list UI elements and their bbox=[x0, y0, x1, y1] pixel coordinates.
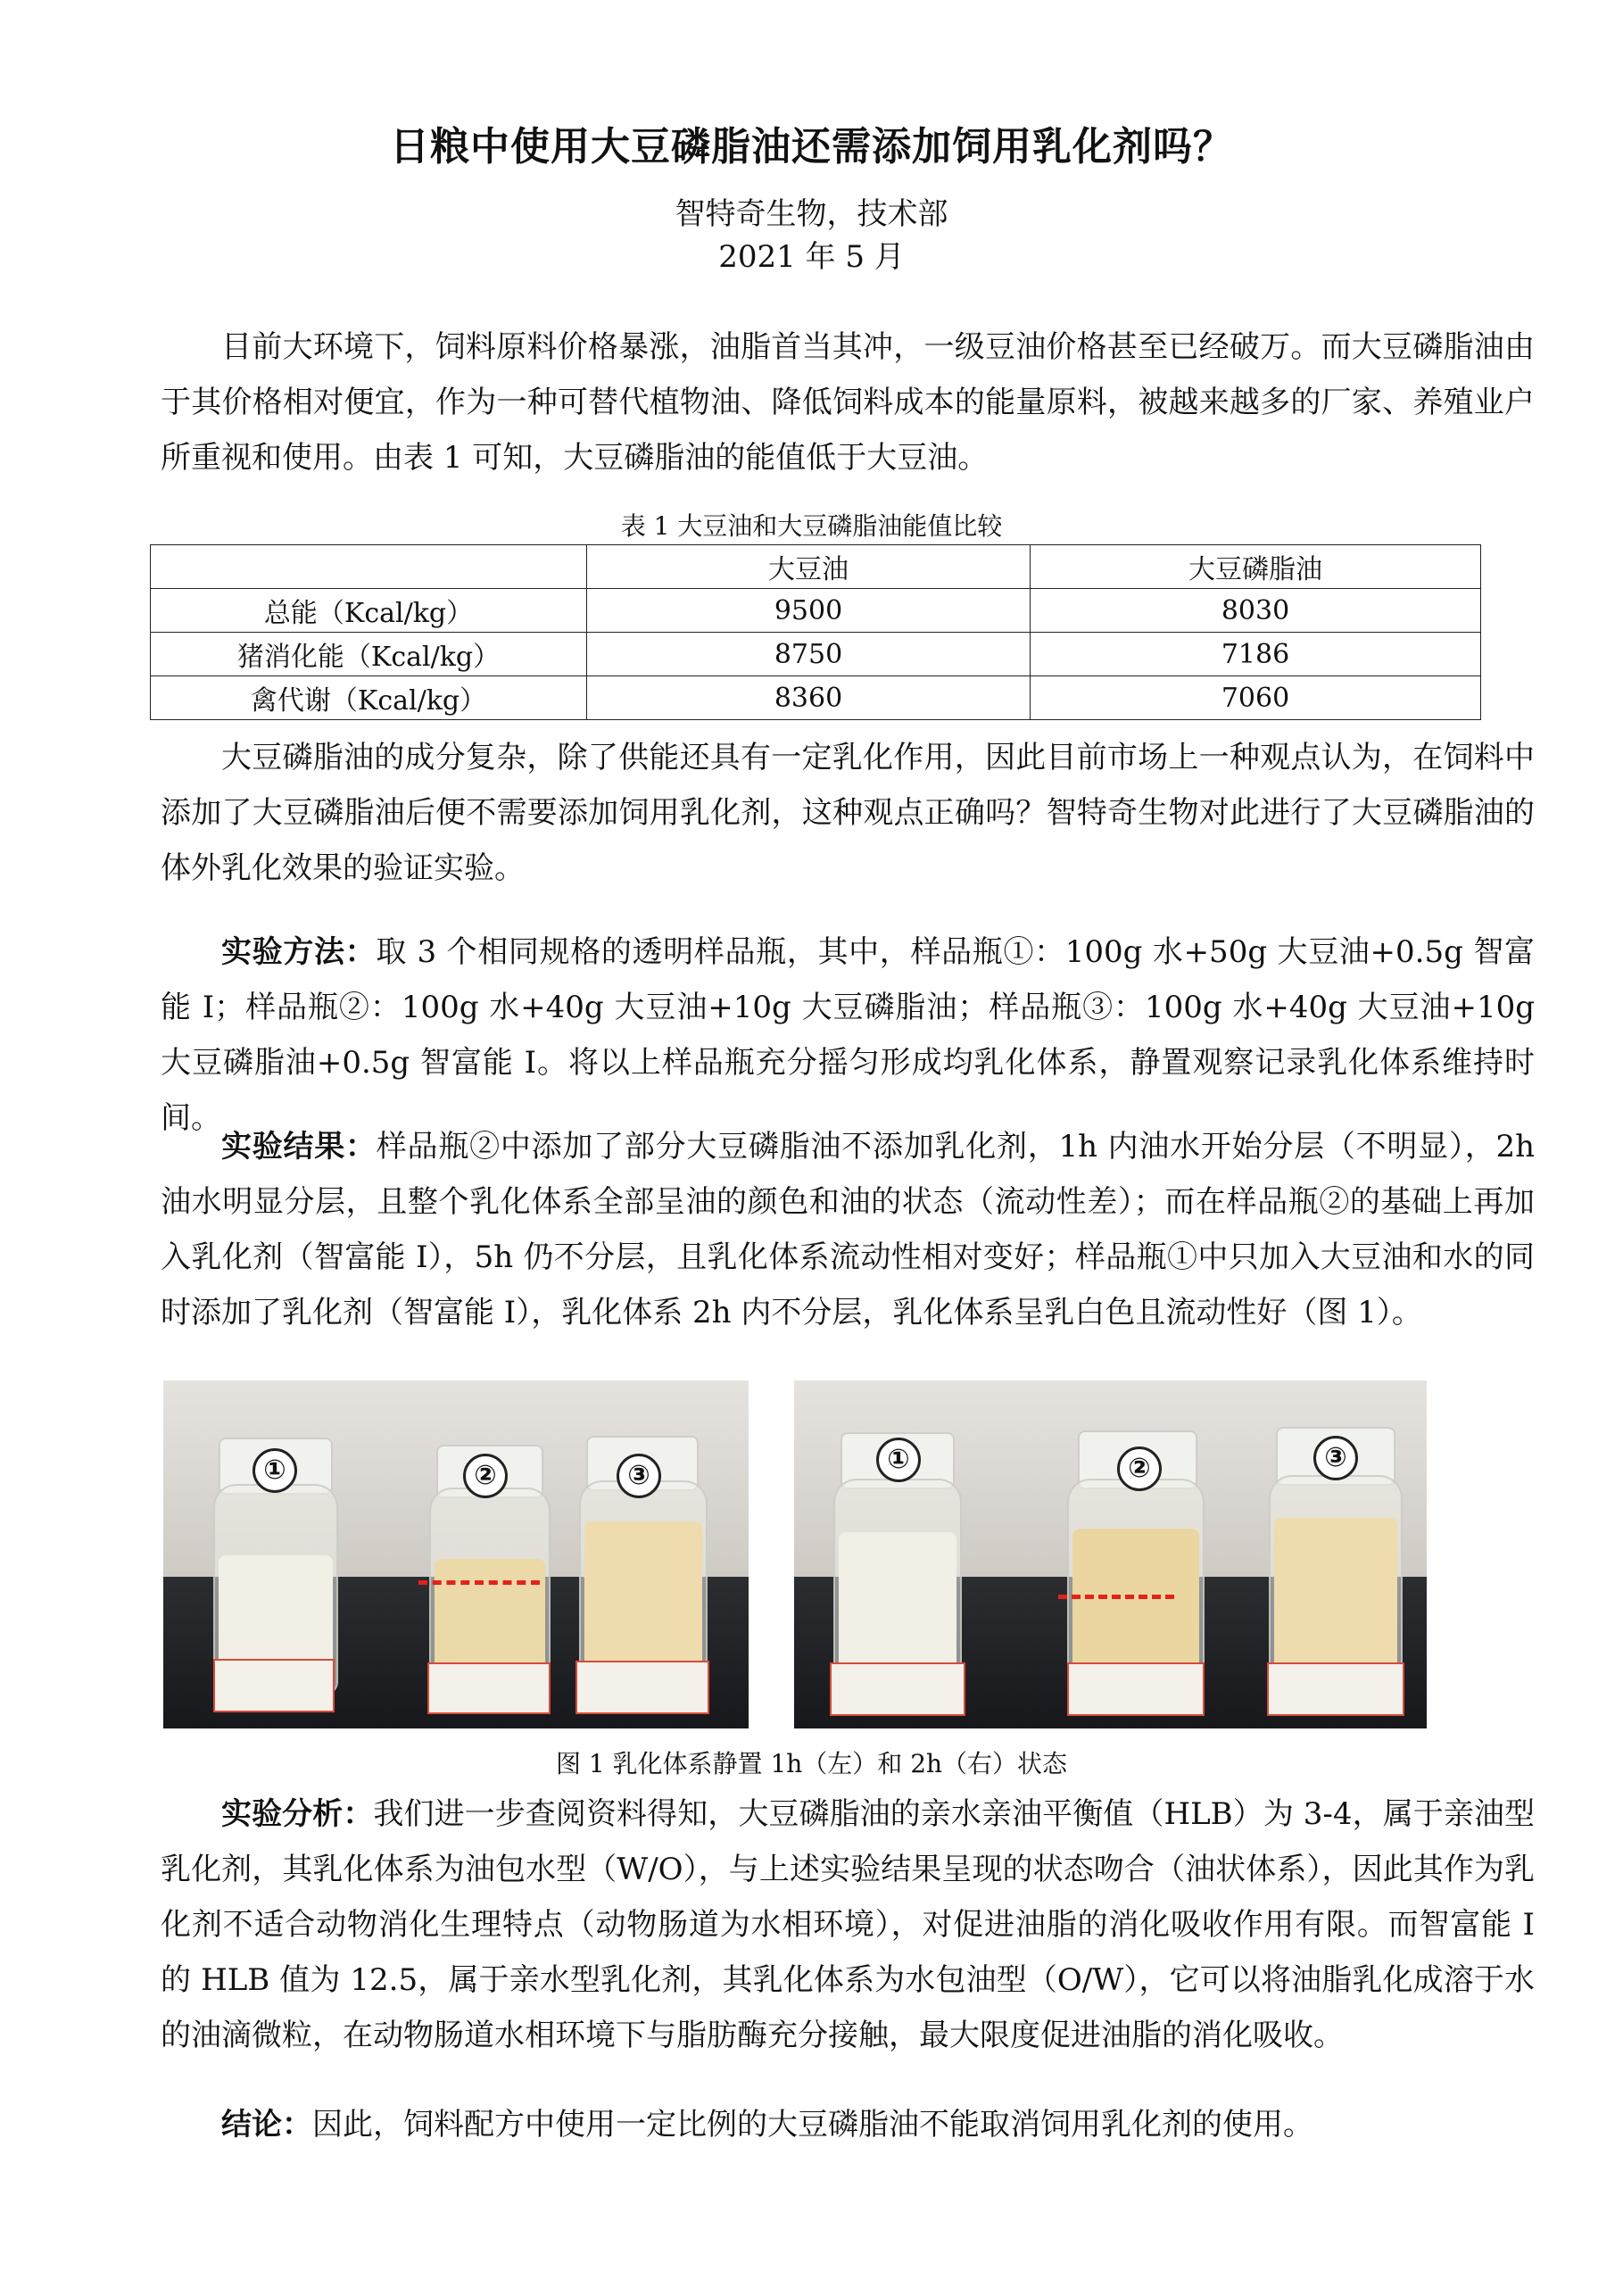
conclusion-label: 结论： bbox=[221, 2107, 312, 2143]
result-paragraph bbox=[161, 1119, 1535, 1340]
marker-2: ② bbox=[1117, 1446, 1162, 1491]
analysis-label: 实验分析： bbox=[221, 1796, 374, 1832]
photo-2h bbox=[794, 1380, 1427, 1728]
photo-1h bbox=[163, 1380, 749, 1728]
table-cell: 7186 bbox=[1031, 633, 1481, 676]
marker-3: ③ bbox=[617, 1454, 661, 1498]
table-cell: 总能（Kcal/kg） bbox=[151, 589, 587, 633]
marker-1: ① bbox=[876, 1438, 921, 1482]
marker-3: ③ bbox=[1313, 1436, 1358, 1480]
bottle-label-card bbox=[1067, 1662, 1205, 1716]
analysis-text: 我们进一步查阅资料得知，大豆磷脂油的亲水亲油平衡值（HLB）为 3-4，属于亲油型乳化剂，其乳化体系为油包水型（W/O），与上述实验结果呈现的状态吻合（油状体系），因此其作为乳化剂不适合动物消化生理特点（动物肠道为水相环境），对促进油脂的消化吸收作用有限。而智富能 I 的 HLB 值为 12.5，属于亲水型乳化剂，其乳化体系为水包油型（O/W），它可以将油脂乳化成溶于水的油滴微粒，在动物肠道水相环境下与脂肪酶充分接触，最大限度促进油脂的消化吸收。 bbox=[161, 1796, 1536, 2053]
table-row bbox=[151, 676, 1481, 720]
marker-1: ① bbox=[253, 1448, 297, 1493]
figure-caption: 图 1 乳化体系静置 1h（左）和 2h（右）状态 bbox=[555, 1749, 1068, 1778]
bottle-label-card bbox=[830, 1662, 965, 1716]
layer-separation-line bbox=[1058, 1595, 1174, 1599]
table-header-cell bbox=[151, 545, 587, 589]
layer-separation-line bbox=[418, 1580, 540, 1585]
document-title: 日粮中使用大豆磷脂油还需添加饲用乳化剂吗？ bbox=[390, 124, 1233, 170]
method-paragraph bbox=[161, 924, 1535, 1146]
table-cell: 8360 bbox=[587, 676, 1031, 720]
conclusion-text: 因此，饲料配方中使用一定比例的大豆磷脂油不能取消饲用乳化剂的使用。 bbox=[312, 2107, 1313, 2143]
context-paragraph: 大豆磷脂油的成分复杂，除了供能还具有一定乳化作用，因此目前市场上一种观点认为，在饲料中添加了大豆磷脂油后便不需要添加饲用乳化剂，这种观点正确吗？智特奇生物对此进行了大豆磷脂油的体外乳化效果的验证实验。 bbox=[161, 740, 1535, 886]
table-cell: 7060 bbox=[1031, 676, 1481, 720]
table-cell: 禽代谢（Kcal/kg） bbox=[151, 676, 587, 720]
bottle-label-card bbox=[576, 1661, 709, 1714]
result-label: 实验结果： bbox=[221, 1129, 377, 1165]
bottle-label-card bbox=[427, 1662, 551, 1714]
analysis-paragraph bbox=[161, 1786, 1535, 2063]
table-cell: 猪消化能（Kcal/kg） bbox=[151, 633, 587, 676]
table-header-row bbox=[151, 545, 1481, 589]
conclusion-paragraph bbox=[161, 2097, 1535, 2152]
marker-2: ② bbox=[463, 1454, 508, 1498]
table-header-cell: 大豆磷脂油 bbox=[1031, 545, 1481, 589]
table-cell: 8750 bbox=[587, 633, 1031, 676]
intro-paragraph: 目前大环境下，饲料原料价格暴涨，油脂首当其冲，一级豆油价格甚至已经破万。而大豆磷脂油由于其价格相对便宜，作为一种可替代植物油、降低饲料成本的能量原料，被越来越多的厂家、养殖业户所重视和使用。由表 1 可知，大豆磷脂油的能值低于大豆油。 bbox=[161, 329, 1535, 476]
table-cell: 8030 bbox=[1031, 589, 1481, 633]
table-cell: 9500 bbox=[587, 589, 1031, 633]
table-row bbox=[151, 633, 1481, 676]
table-header-cell: 大豆油 bbox=[587, 545, 1031, 589]
document-author: 智特奇生物，技术部 bbox=[675, 196, 948, 232]
bottle-label-card bbox=[1267, 1662, 1404, 1716]
method-text: 取 3 个相同规格的透明样品瓶，其中，样品瓶①：100g 水+50g 大豆油+0.5g 智富能 I；样品瓶②：100g 水+40g 大豆油+10g 大豆磷脂油；样品瓶③：100g 水+40g 大豆油+10g 大豆磷脂油+0.5g 智富能 I。将以上样品瓶充分摇匀形成均乳化体系，静置观察记录乳化体系维持时间。 bbox=[161, 934, 1535, 1136]
table-row bbox=[151, 589, 1481, 633]
bottle-label-card bbox=[213, 1659, 335, 1712]
table-caption: 表 1 大豆油和大豆磷脂油能值比较 bbox=[620, 511, 1003, 541]
document-date: 2021 年 5 月 bbox=[718, 239, 905, 275]
method-label: 实验方法： bbox=[221, 934, 377, 970]
result-text: 样品瓶②中添加了部分大豆磷脂油不添加乳化剂，1h 内油水开始分层（不明显），2h 油水明显分层，且整个乳化体系全部呈油的颜色和油的状态（流动性差）；而在样品瓶②的基础上再加入乳化剂（智富能 I），5h 仍不分层，且乳化体系流动性相对变好；样品瓶①中只加入大豆油和水的同时添加了乳化剂（智富能 I），乳化体系 2h 内不分层，乳化体系呈乳白色且流动性好（图 1）。 bbox=[161, 1129, 1535, 1330]
energy-table bbox=[150, 544, 1481, 720]
